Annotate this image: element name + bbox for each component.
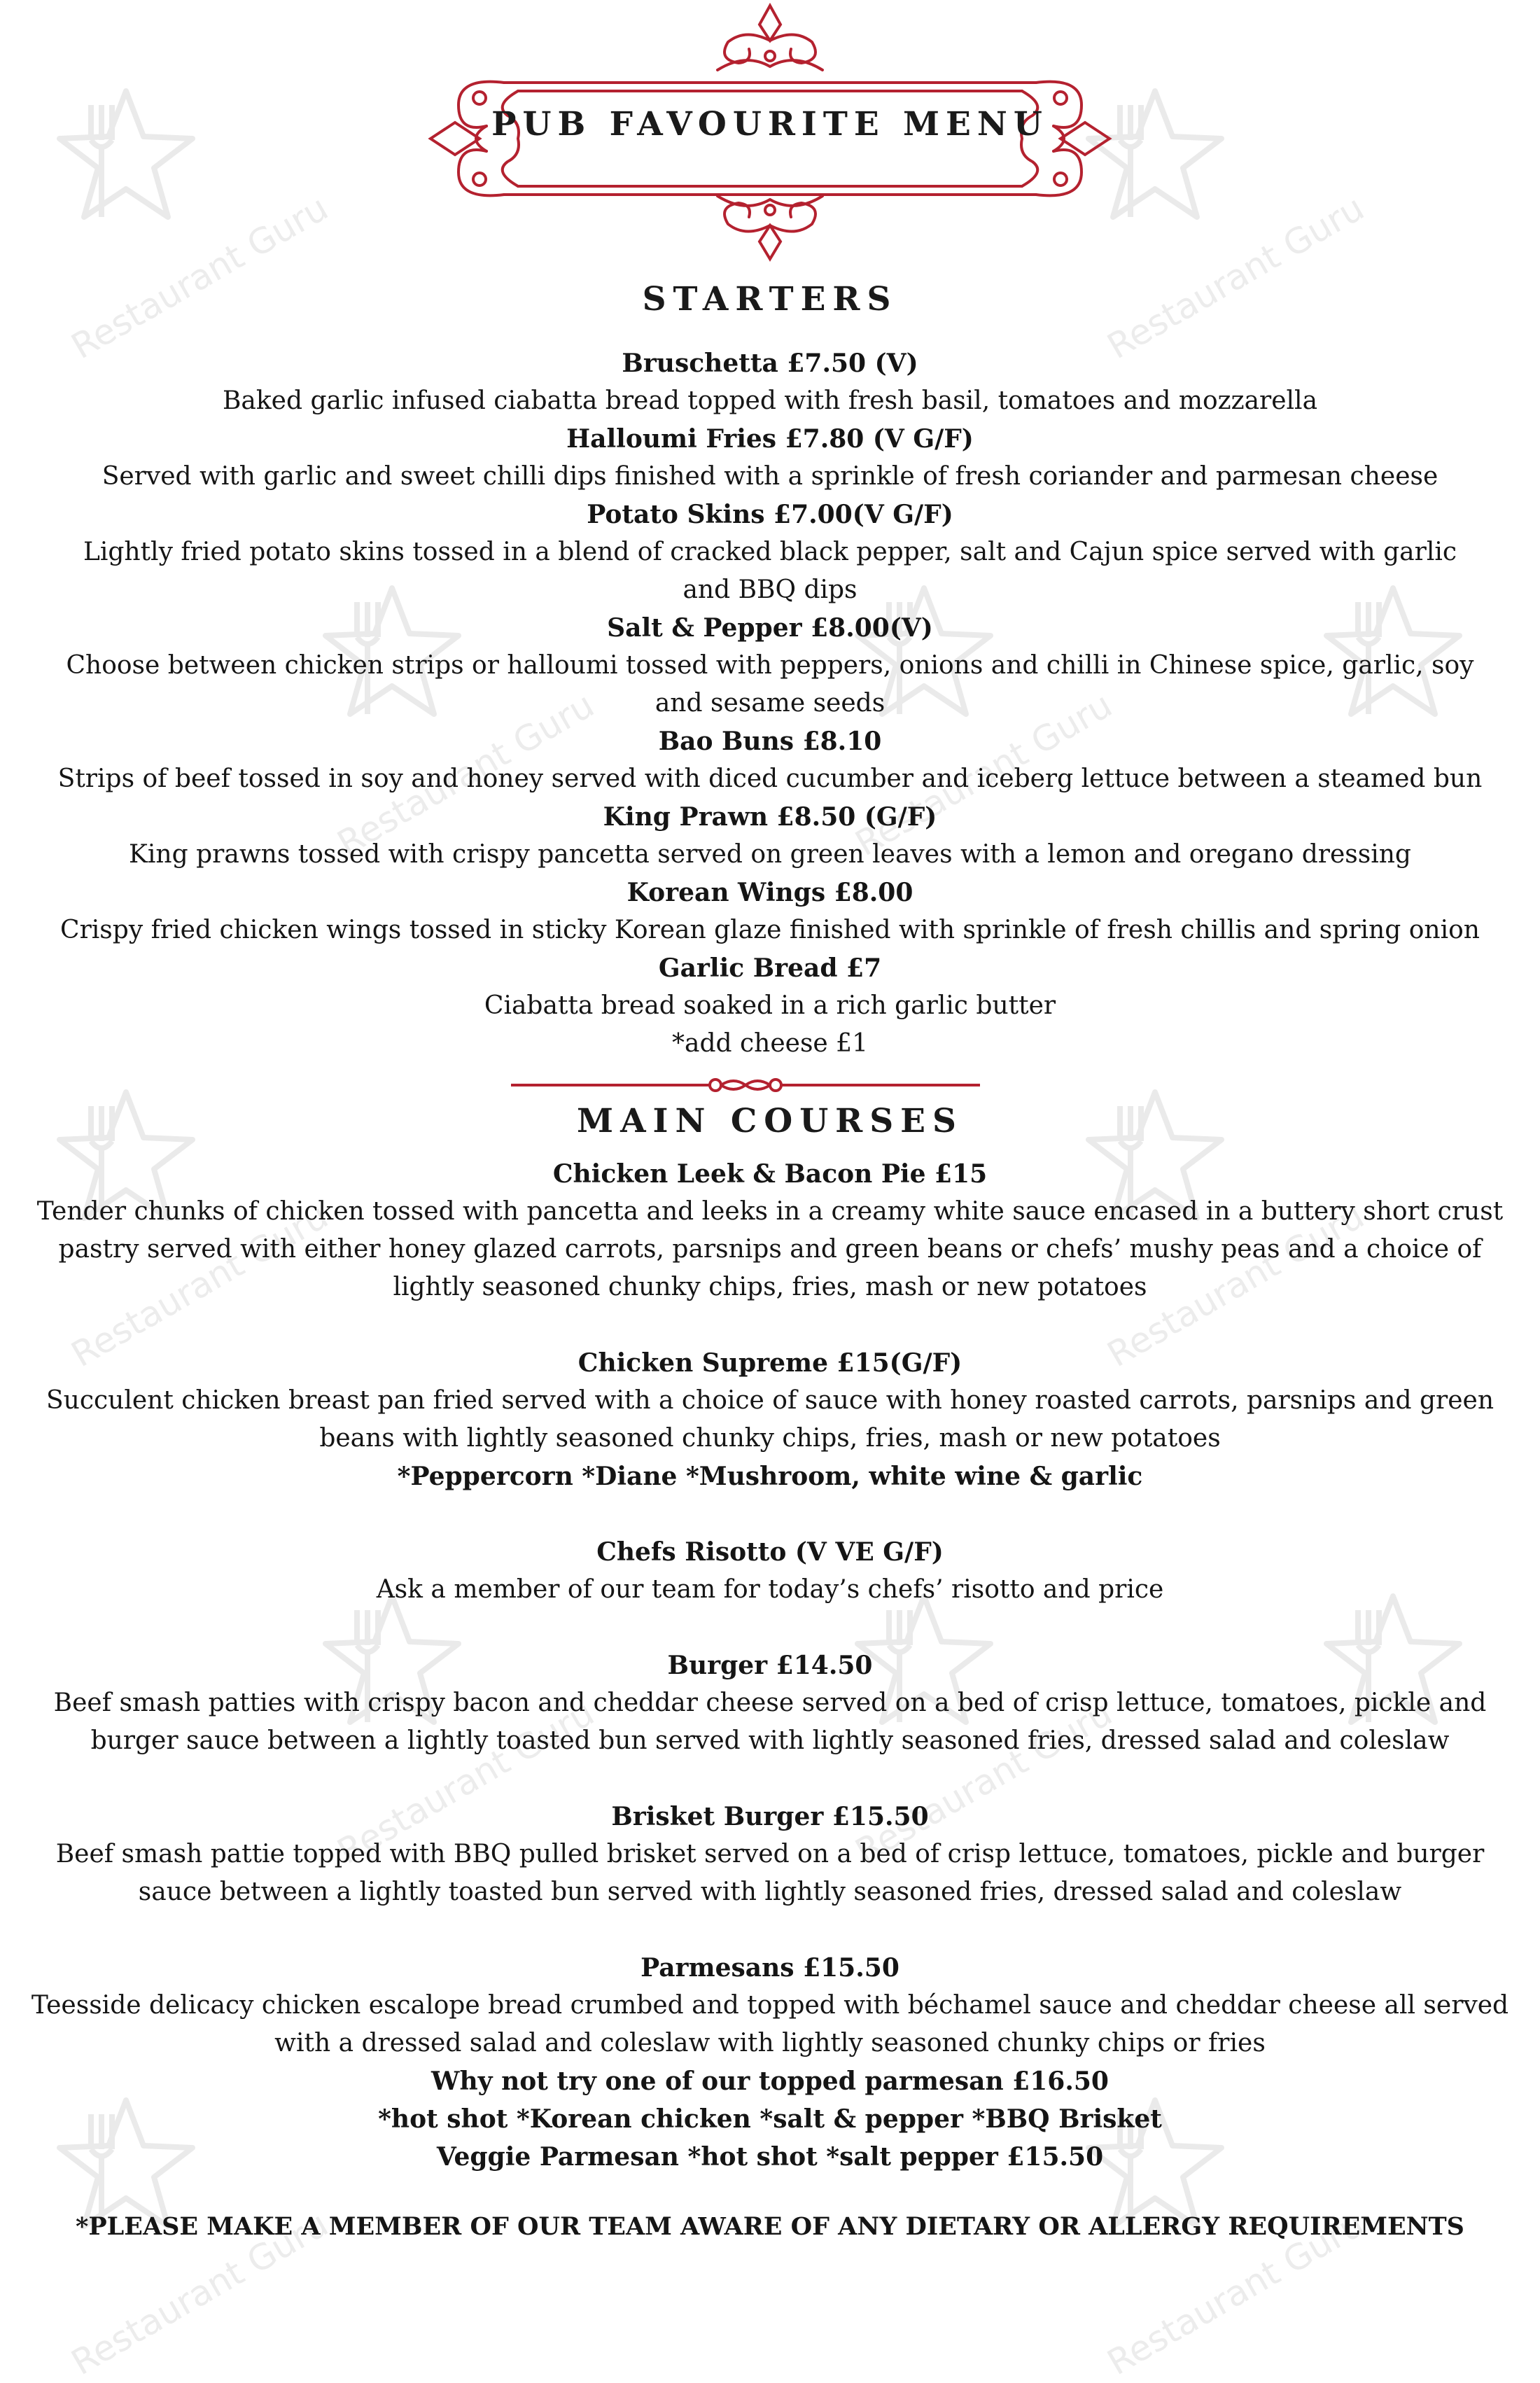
item-description: Served with garlic and sweet chilli dips finished with a sprinkle of fresh coriander and parmesan cheese <box>102 462 1438 491</box>
watermark-text: Restaurant Guru <box>848 684 1119 865</box>
item-description: King prawns tossed with crispy pancetta served on green leaves with a lemon and oregano dressing <box>129 840 1411 869</box>
watermark-text: Restaurant Guru <box>1100 187 1371 368</box>
menu-item <box>21 344 1519 420</box>
watermark-text: Restaurant Guru <box>848 1692 1119 1873</box>
item-description: Strips of beef tossed in soy and honey served with diced cucumber and iceberg lettuce between a steamed bun <box>57 764 1483 793</box>
menu-item <box>21 1798 1519 1911</box>
item-description: Beef smash patties with crispy bacon and cheddar cheese served on a bed of crisp lettuce, tomatoes, pickle and burger sauce between a lightly toasted bun served with lightly seasoned fries, dressed salad and coleslaw <box>53 1689 1487 1755</box>
menu-item <box>21 1533 1519 1609</box>
menu-item <box>21 722 1519 798</box>
menu-item <box>21 1344 1519 1495</box>
item-name: Garlic Bread £7 <box>658 953 882 983</box>
allergy-notice: *PLEASE MAKE A MEMBER OF OUR TEAM AWARE OF ANY DIETARY OR ALLERGY REQUIREMENTS <box>76 2212 1464 2241</box>
item-description: Tender chunks of chicken tossed with pancetta and leeks in a creamy white sauce encased in a buttery short crust pastry served with either honey glazed carrots, parsnips and green beans or chefs’ mushy peas and a choice of lightly seasoned chunky chips, fries, mash or new potatoes <box>36 1197 1504 1301</box>
item-name: King Prawn £8.50 (G/F) <box>603 802 937 832</box>
item-description: Ask a member of our team for today’s chefs’ risotto and price <box>376 1575 1164 1604</box>
item-upsell-line: Why not try one of our topped parmesan £16.50 <box>431 2067 1109 2096</box>
menu-item <box>21 1949 1519 2176</box>
item-name: Salt & Pepper £8.00(V) <box>607 613 933 643</box>
item-name: Bruschetta £7.50 (V) <box>622 349 918 378</box>
section-title-mains: MAIN COURSES <box>577 1102 963 1140</box>
item-name: Brisket Burger £15.50 <box>611 1802 929 1831</box>
menu-item <box>21 420 1519 496</box>
menu-item <box>21 798 1519 874</box>
item-name: Chicken Supreme £15(G/F) <box>578 1348 962 1378</box>
menu-item <box>21 949 1519 1063</box>
item-upsell-line: Veggie Parmesan *hot shot *salt pepper £15.50 <box>436 2142 1104 2172</box>
item-description: Crispy fried chicken wings tossed in sticky Korean glaze finished with sprinkle of fresh chillis and spring onion <box>60 916 1480 944</box>
menu-header <box>416 0 1124 266</box>
item-description: Teesside delicacy chicken escalope bread crumbed and topped with béchamel sauce and cheddar cheese all served with a dressed salad and coleslaw with lightly seasoned chunky chips or fries <box>31 1991 1509 2057</box>
item-name: Parmesans £15.50 <box>640 1953 899 1983</box>
item-description: Ciabatta bread soaked in a rich garlic butter <box>484 991 1056 1020</box>
item-name: Korean Wings £8.00 <box>626 878 913 907</box>
item-extra: *add cheese £1 <box>672 1029 868 1058</box>
watermark-text: Restaurant Guru <box>64 1195 335 1376</box>
item-name: Chicken Leek & Bacon Pie £15 <box>552 1159 988 1189</box>
item-description: Succulent chicken breast pan fried served with a choice of sauce with honey roasted carrots, parsnips and green beans with lightly seasoned chunky chips, fries, mash or new potatoes <box>46 1386 1494 1453</box>
item-name: Chefs Risotto (V VE G/F) <box>596 1537 944 1567</box>
item-description: Choose between chicken strips or halloumi tossed with peppers, onions and chilli in Chinese spice, garlic, soy and sesame seeds <box>66 651 1474 718</box>
menu-title: PUB FAVOURITE MENU <box>491 105 1049 144</box>
watermark-text: Restaurant Guru <box>330 1692 601 1873</box>
watermark-text: Restaurant Guru <box>64 2203 335 2383</box>
item-name: Bao Buns £8.10 <box>658 727 882 756</box>
section-divider <box>511 1071 980 1099</box>
item-description: Lightly fried potato skins tossed in a blend of cracked black pepper, salt and Cajun spice served with garlic and BBQ dips <box>83 538 1457 604</box>
item-upsell-line: *hot shot *Korean chicken *salt & pepper *BBQ Brisket <box>378 2104 1162 2134</box>
item-description: Baked garlic infused ciabatta bread topped with fresh basil, tomatoes and mozzarella <box>222 386 1318 415</box>
watermark-text: Restaurant Guru <box>330 684 601 865</box>
menu-item <box>21 496 1519 609</box>
menu-item <box>21 874 1519 949</box>
item-name: Potato Skins £7.00(V G/F) <box>587 500 953 529</box>
starters-list <box>21 344 1519 1063</box>
watermark-text: Restaurant Guru <box>64 187 335 368</box>
menu-item <box>21 609 1519 722</box>
item-sauce-options: *Peppercorn *Diane *Mushroom, white wine & garlic <box>397 1462 1143 1491</box>
item-name: Burger £14.50 <box>667 1651 873 1680</box>
item-description: Beef smash pattie topped with BBQ pulled brisket served on a bed of crisp lettuce, tomatoes, pickle and burger sauce between a lightly toasted bun served with lightly seasoned fries, dressed salad and coleslaw <box>55 1840 1485 1906</box>
watermark-text: Restaurant Guru <box>1100 1195 1371 1376</box>
watermark-text: Restaurant Guru <box>1100 2203 1371 2383</box>
ornamental-divider-icon <box>511 1071 980 1099</box>
menu-item <box>21 1647 1519 1760</box>
mains-list <box>21 1155 1519 2176</box>
item-name: Halloumi Fries £7.80 (V G/F) <box>566 424 974 454</box>
section-title-starters: STARTERS <box>642 280 898 319</box>
menu-item <box>21 1155 1519 1306</box>
